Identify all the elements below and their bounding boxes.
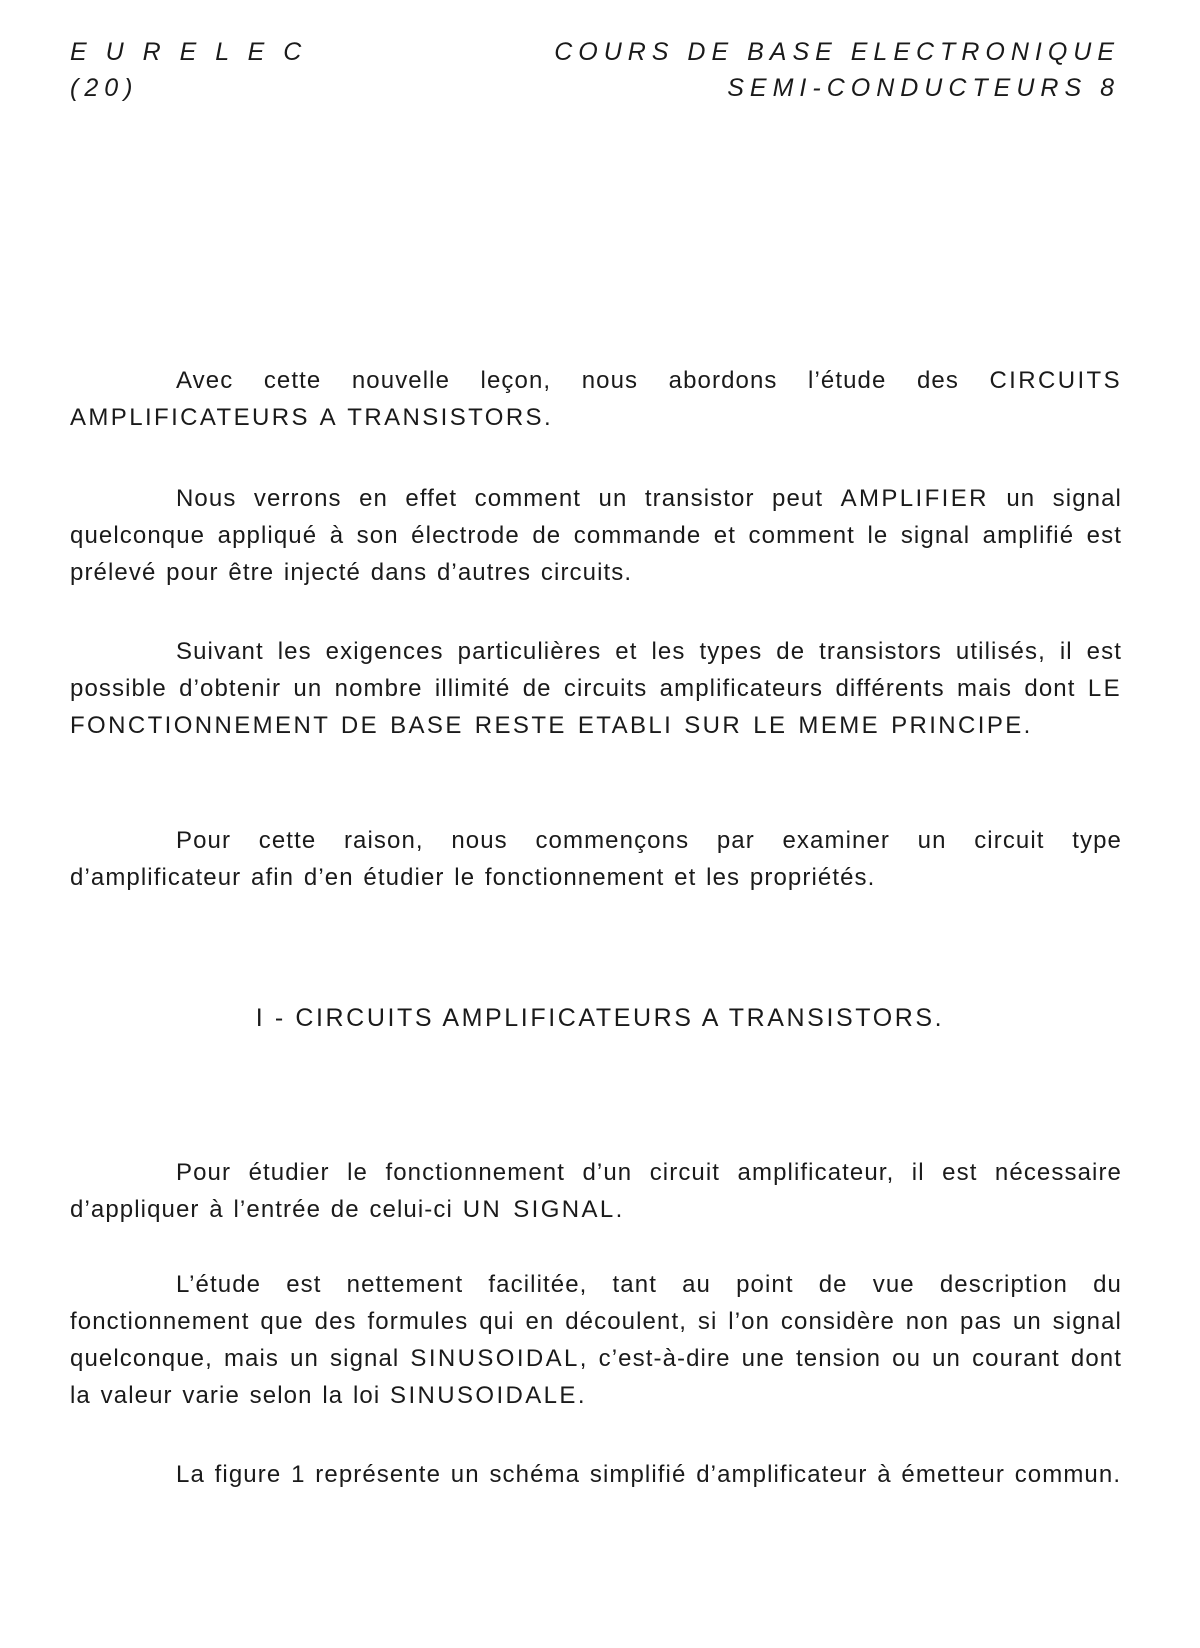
paragraph-intro-4: Pour cette raison, nous commençons par examiner un circuit type d’amplificateur afin d’en étudier le fonctionnement et les propriétés. [70, 827, 1122, 891]
course-title: COURS DE BASE ELECTRONIQUE [554, 38, 1120, 66]
paragraph-intro-1: Avec cette nouvelle leçon, nous abordons l’étude des CIRCUITS AMPLIFICATEURS A TRANSISTORS. [70, 367, 1122, 431]
paragraph-body-3: La figure 1 représente un schéma simplifié d’amplificateur à émetteur commun. [176, 1461, 1122, 1488]
emphasis-sinusoidal: SINUSOIDAL [410, 1345, 580, 1372]
publisher-name: E U R E L E C [70, 38, 308, 66]
emphasis-circuits: CIRCUITS AMPLIFICATEURS A TRANSISTORS. [70, 367, 1122, 431]
emphasis-signal: UN SIGNAL. [462, 1196, 625, 1223]
paragraph-body-1: Pour étudier le fonctionnement d’un circuit amplificateur, il est nécessaire d’appliquer à l’entrée de celui-ci UN SIGNAL. [70, 1159, 1122, 1223]
paragraph-intro-2: Nous verrons en effet comment un transistor peut AMPLIFIER un signal quelconque appliqué à son électrode de commande et comment le signal amplifié est prélevé pour être injecté dans d’autres circuits. [70, 485, 1122, 586]
page-number: (20) [70, 74, 139, 102]
emphasis-sinusoidale: SINUSOIDALE. [390, 1382, 587, 1409]
lesson-title: SEMI-CONDUCTEURS 8 [727, 74, 1120, 102]
paragraph-body-2: L’étude est nettement facilitée, tant au point de vue description du fonctionnement que des formules qui en découlent, si l’on considère non pas un signal quelconque, mais un signal SINUSOIDAL, c’est-à-dire une tension ou un courant dont la valeur varie selon la loi SINUSOIDALE. [70, 1271, 1122, 1409]
header-left [70, 34, 307, 106]
header-right [554, 34, 1120, 106]
paragraph-intro-3: Suivant les exigences particulières et les types de transistors utilisés, il est possible d’obtenir un nombre illimité de circuits amplificateurs différents mais dont LE FONCTIONNEMENT DE BASE RESTE ETABLI SUR LE MEME PRINCIPE. [70, 638, 1122, 739]
emphasis-principle: LE FONCTIONNEMENT DE BASE RESTE ETABLI SUR LE MEME PRINCIPE. [70, 675, 1122, 739]
section-heading: I - CIRCUITS AMPLIFICATEURS A TRANSISTORS. [255, 1004, 945, 1032]
emphasis-amplifier: AMPLIFIER [840, 485, 989, 512]
